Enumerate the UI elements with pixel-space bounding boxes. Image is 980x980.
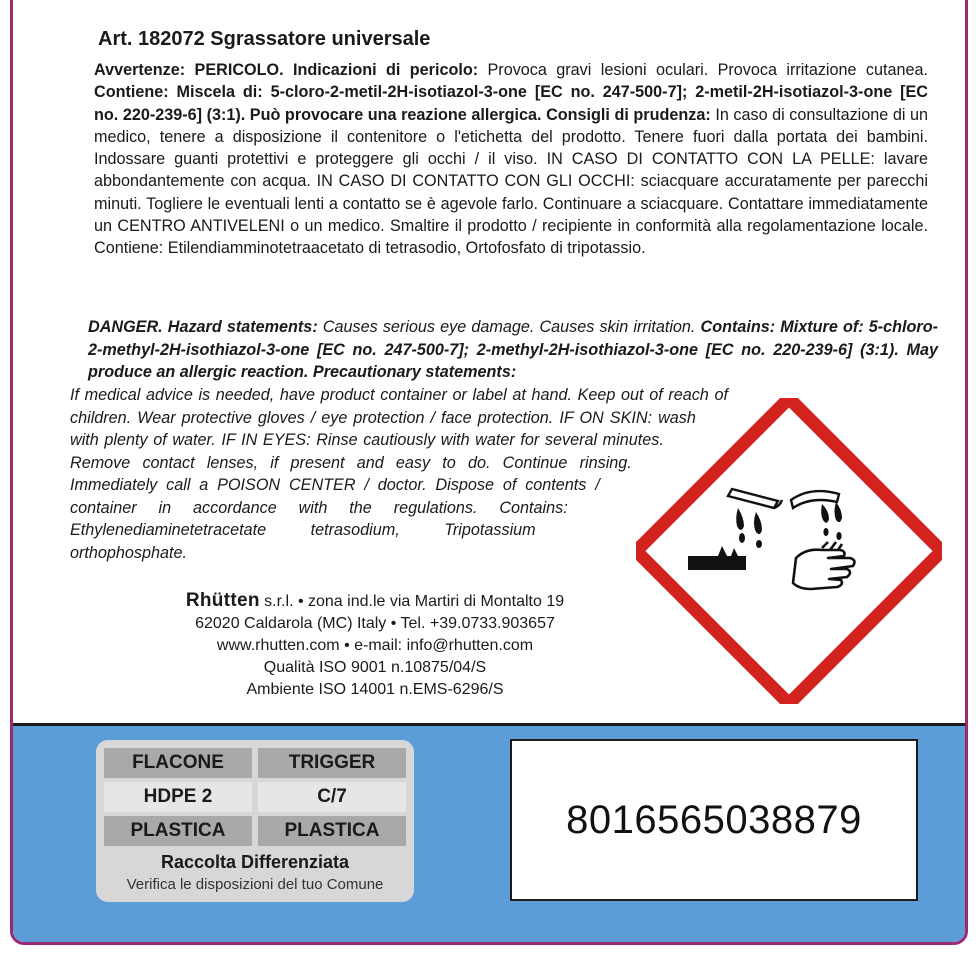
company-line-3: www.rhutten.com • e-mail: info@rhutten.com [216, 637, 534, 654]
recycle-col2-row1: TRIGGER [258, 748, 406, 778]
italian-safety-text [94, 59, 928, 260]
ghs05-corrosive-icon [636, 398, 942, 704]
company-line-1 [100, 590, 650, 613]
recycle-col1-row1: FLACONE [104, 748, 252, 778]
brand-logo: Rhütten [185, 590, 260, 611]
company-address: s.r.l. • zona ind.le via Martiri di Montalto 19 [259, 593, 565, 610]
company-line-4: Qualità ISO 9001 n.10875/04/S [263, 659, 487, 676]
recycle-col1-row2: HDPE 2 [104, 782, 252, 812]
en-hazard-heading: DANGER. Hazard statements: [88, 318, 318, 336]
it-hazard-heading: Avvertenze: PERICOLO. Indicazioni di pericolo: [94, 61, 479, 79]
en-contains-heading: Contains: Mixture of: 5-chloro-2-methyl-2H-isothiazol-3-one [EC no. 247-500-7]; 2-methyl-2H-isothiazol-3-one [EC no. 220-239-6] (3:1). May produce an allergic reaction. Precautionary statements: [88, 318, 938, 381]
recycle-col1-row3: PLASTICA [104, 816, 252, 846]
recycle-footer-note: Verifica le disposizioni del tuo Comune [126, 876, 384, 893]
en-hazard-statements: Causes serious eye damage. Causes skin irritation. [317, 318, 701, 336]
recycle-footer-title: Raccolta Differenziata [160, 852, 350, 872]
it-contains-heading: Contiene: Miscela di: 5-cloro-2-metil-2H-isotiazol-3-one [EC no. 247-500-7]; 2-metil-2H-isotiazol-3-one [EC no. 220-239-6] (3:1). Può provocare una reazione allergica. Consigli di prudenza: [94, 83, 928, 124]
en-precautions: If medical advice is needed, have product container or label at hand. Keep out of reach of children. Wear protective gloves / eye protection / face protection. IF ON SKIN: wash with plenty of water. IF IN EYES: Rinse cautiously with water for several minutes. Remove contact lenses, if present and easy to do. Continue rinsing. Immediately call a POISON CENTER / doctor. Dispose of contents / container in accordance with the regulations. Contains: Ethylenediaminetetracetate tetrasodium, Tripotassium orthophosphate. [70, 386, 728, 562]
it-precautions: In caso di consultazione di un medico, tenere a disposizione il contenitore o l'etichetta del prodotto. Tenere fuori dalla portata dei bambini. Indossare guanti protettivi e proteggere gli occhi / il viso. IN CASO DI CONTATTO CON LA PELLE: lavare abbondantemente con acqua. IN CASO DI CONTATTO CON GLI OCCHI: sciacquare accuratamente per parecchi minuti. Togliere le eventuali lenti a contatto se è agevole farlo. Continuare a sciacquare. Contattare immediatamente un CENTRO ANTIVELENI o un medico. Smaltire il prodotto / recipiente in conformità alla regolamentazione locale. Contiene: Etilendiamminotetraacetato di tetrasodio, Ortofosfato di tripotassio. [94, 105, 928, 258]
product-title: Art. 182072 Sgrassatore universale [98, 28, 431, 50]
recycling-info-box [96, 740, 414, 902]
barcode-box [510, 739, 918, 901]
it-hazard-statements: Provoca gravi lesioni oculari. Provoca irritazione cutanea. [478, 61, 929, 79]
recycle-col2-row3: PLASTICA [258, 816, 406, 846]
barcode-number: 8016565038879 [566, 797, 862, 842]
recycle-col2-row2: C/7 [258, 782, 406, 812]
company-line-2: 62020 Caldarola (MC) Italy • Tel. +39.0733.903657 [195, 615, 555, 632]
english-safety-text-top [88, 316, 938, 384]
company-info [100, 590, 650, 701]
company-line-5: Ambiente ISO 14001 n.EMS-6296/S [246, 681, 504, 698]
